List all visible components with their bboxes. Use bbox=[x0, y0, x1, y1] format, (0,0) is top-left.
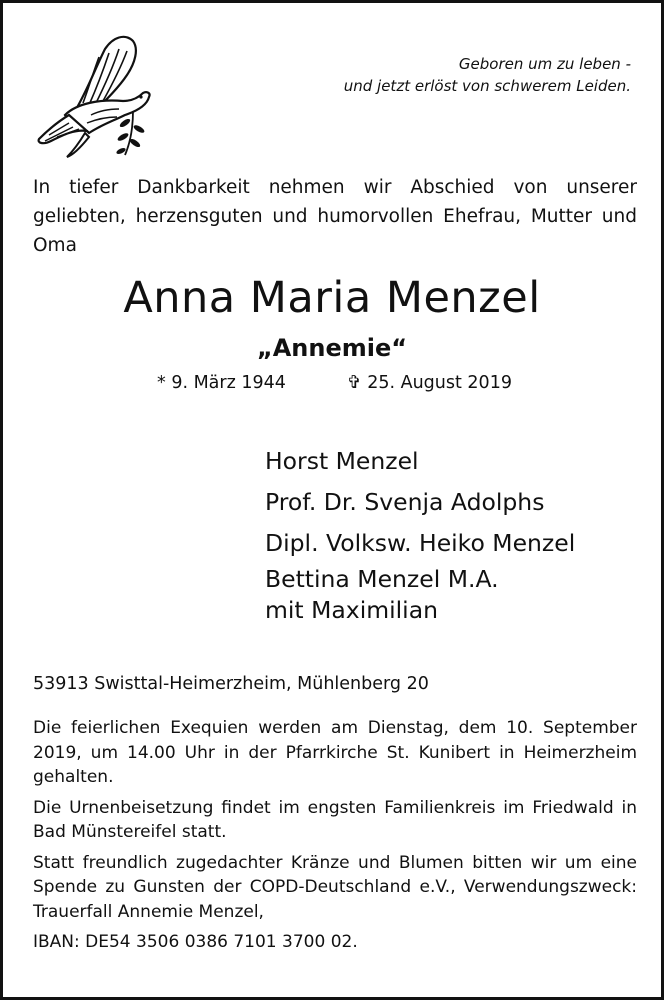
mourner-name: mit Maximilian bbox=[265, 596, 438, 624]
notices bbox=[33, 716, 637, 961]
deceased-nickname: „Annemie“ bbox=[256, 334, 408, 362]
address: 53913 Swisttal-Heimerzheim, Mühlenberg 20 bbox=[33, 674, 429, 694]
motto-line-2: und jetzt erlöst von schwerem Leiden. bbox=[343, 77, 631, 95]
life-dates bbox=[3, 373, 661, 401]
deceased-name: Anna Maria Menzel bbox=[123, 273, 541, 323]
mourner-name: Horst Menzel bbox=[265, 447, 419, 475]
mourner-name: Bettina Menzel M.A. bbox=[265, 565, 499, 593]
mourners-list bbox=[265, 441, 645, 626]
funeral-notice: Die feierlichen Exequien werden am Dienstag, dem 10. September 2019, um 14.00 Uhr in der Pfarrkirche St. Kunibert in Heimerzheim gehalten. bbox=[33, 718, 637, 787]
mourner-name: Dipl. Volksw. Heiko Menzel bbox=[265, 529, 576, 557]
iban-notice: IBAN: DE54 3506 0386 7101 3700 02. bbox=[33, 932, 358, 952]
burial-notice: Die Urnenbeisetzung findet im engsten Familienkreis im Friedwald in Bad Münstereifel statt. bbox=[33, 797, 637, 842]
dove-icon bbox=[29, 31, 167, 163]
death-date: ✞ 25. August 2019 bbox=[347, 373, 512, 393]
motto-line-1: Geboren um zu leben - bbox=[458, 55, 631, 73]
birth-date: * 9. März 1944 bbox=[157, 373, 286, 393]
mourner-name: Prof. Dr. Svenja Adolphs bbox=[265, 488, 545, 516]
intro-text: In tiefer Dankbarkeit nehmen wir Abschied von unserer geliebten, herzensguten und humorvollen Ehefrau, Mutter und Oma bbox=[33, 177, 637, 256]
motto bbox=[271, 53, 631, 97]
donation-notice: Statt freundlich zugedachter Kränze und Blumen bitten wir um eine Spende zu Gunsten der COPD-Deutschland e.V., Verwendungszweck: Trauerfall Annemie Menzel, bbox=[33, 852, 637, 922]
